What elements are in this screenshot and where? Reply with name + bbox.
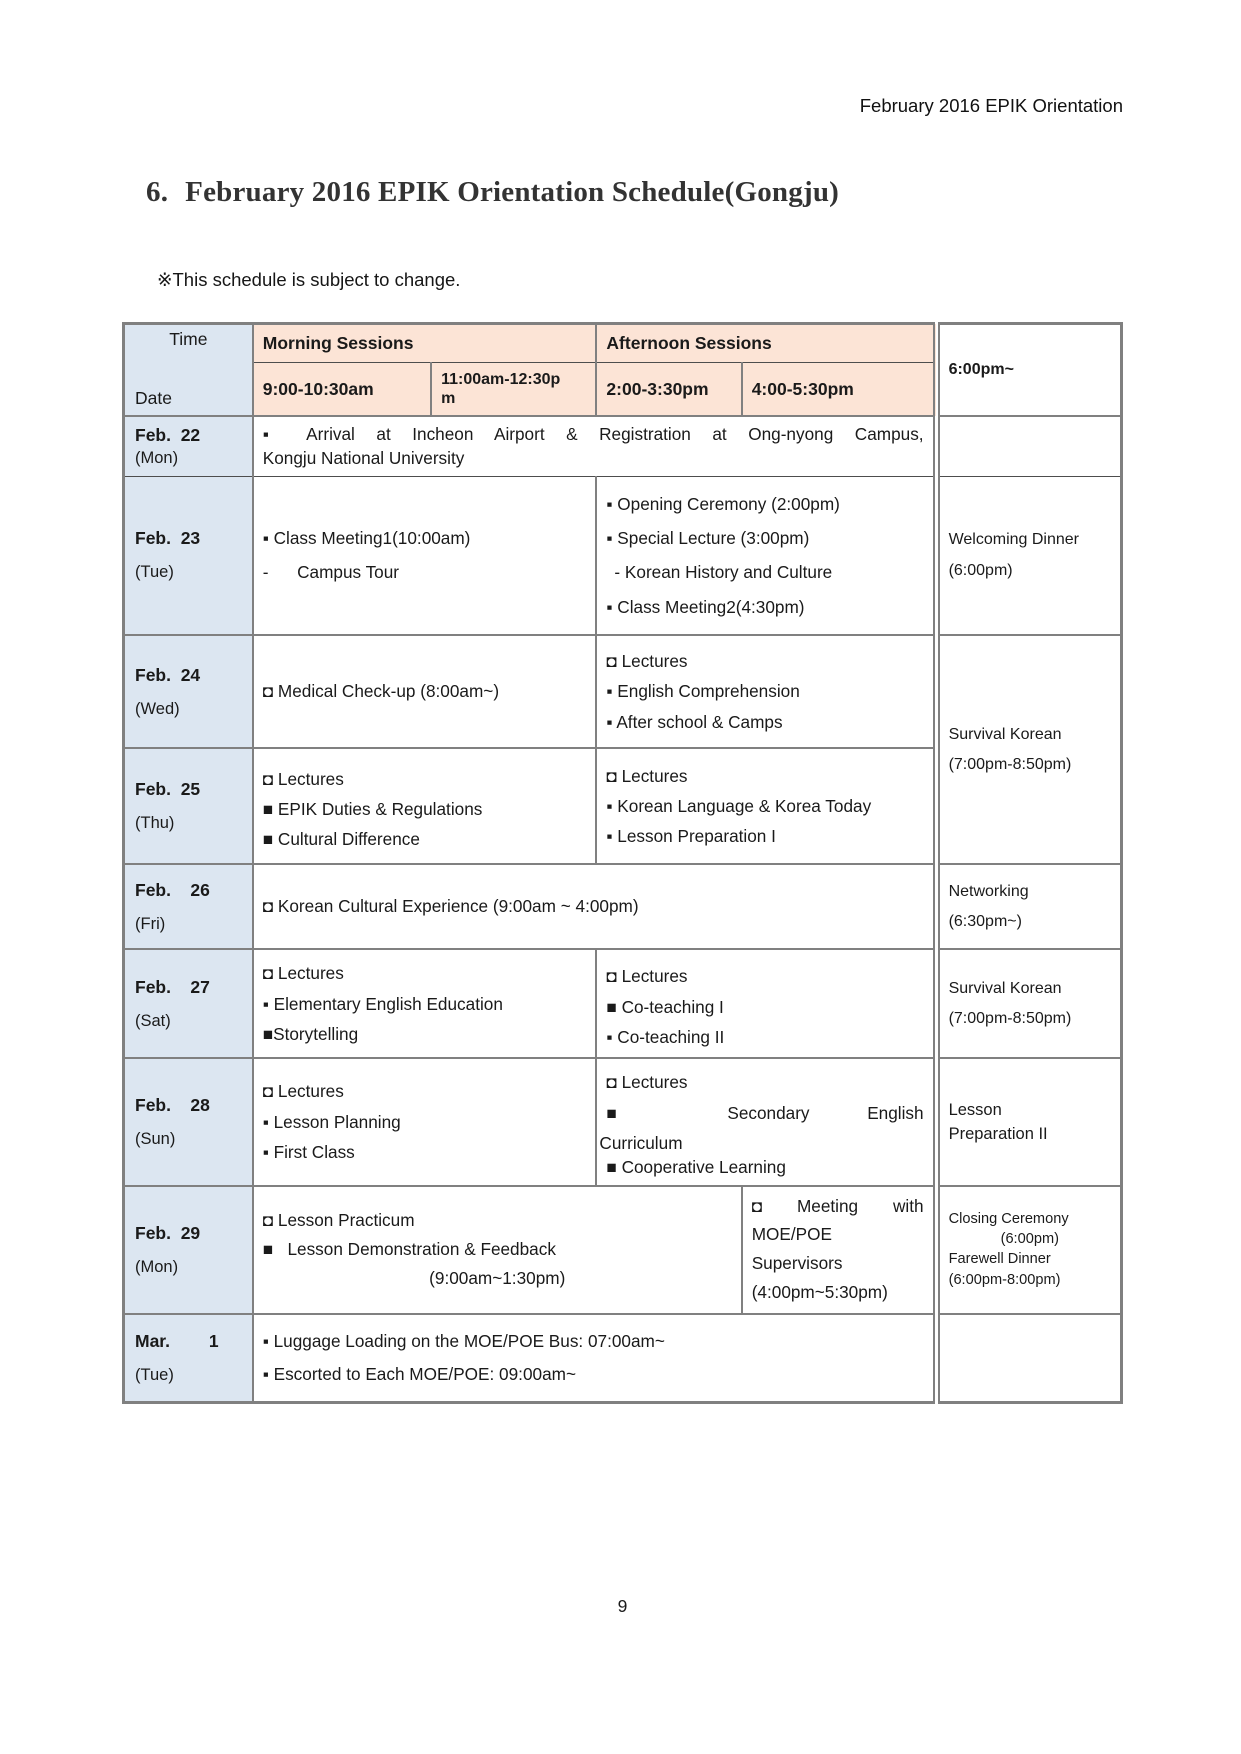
- schedule-cell: [253, 1314, 936, 1402]
- afternoon-cell: [596, 748, 936, 864]
- morning-cell: [253, 635, 597, 748]
- evening-item: (6:00pm): [1000, 1231, 1059, 1248]
- afternoon-cell: [596, 949, 936, 1058]
- date-label: Feb. 23: [135, 528, 201, 549]
- meeting-cell: [742, 1186, 936, 1314]
- page-title: [146, 176, 839, 209]
- schedule-item: ◘ Meeting with: [751, 1195, 924, 1216]
- schedule-item: ▪ Lesson Planning: [262, 1111, 401, 1132]
- schedule-item: ▪ Elementary English Education: [262, 993, 503, 1014]
- schedule-item: ▪ Korean Language & Korea Today: [606, 795, 872, 816]
- time-slot-header: 2:00-3:30pm: [596, 363, 741, 417]
- schedule-item: ◘ Medical Check-up (8:00am~): [262, 681, 500, 702]
- weekday-label: (Mon): [135, 448, 179, 467]
- weekday-label: (Tue): [135, 1365, 174, 1384]
- schedule-item: ▪ Class Meeting1(10:00am): [262, 528, 471, 549]
- schedule-item: ◘ Lectures: [262, 768, 344, 789]
- schedule-item: ■ Lesson Demonstration & Feedback: [262, 1238, 556, 1259]
- schedule-item: ▪ First Class: [262, 1142, 355, 1163]
- evening-item: Lesson: [948, 1100, 1002, 1119]
- table-row: [124, 1058, 1122, 1185]
- table-row: [124, 416, 1122, 476]
- schedule-item: Kongju National University: [262, 448, 465, 469]
- evening-header: 6:00pm~: [936, 324, 1121, 417]
- schedule-item: ■ Co-teaching I: [606, 996, 724, 1017]
- evening-item: Welcoming Dinner: [948, 531, 1079, 549]
- afternoon-cell: [596, 635, 936, 748]
- evening-item: Farewell Dinner: [948, 1251, 1051, 1268]
- date-cell: [124, 864, 253, 949]
- evening-cell: [936, 476, 1121, 635]
- schedule-item: ◘ Lectures: [606, 966, 688, 987]
- section-number: 6.: [146, 176, 169, 208]
- weekday-label: (Thu): [135, 814, 175, 833]
- evening-item: (6:30pm~): [948, 913, 1022, 931]
- schedule-item: ▪ Opening Ceremony (2:00pm): [606, 493, 840, 514]
- schedule-item: ◘ Lectures: [262, 1081, 344, 1102]
- evening-cell: [936, 635, 1121, 864]
- schedule-cell: [253, 864, 936, 949]
- evening-cell: [936, 1058, 1121, 1185]
- running-header: February 2016 EPIK Orientation: [859, 95, 1123, 116]
- schedule-item: ▪ Luggage Loading on the MOE/POE Bus: 07:00am~: [262, 1330, 665, 1351]
- date-label: Mar. 1: [135, 1330, 219, 1351]
- date-cell: [124, 1058, 253, 1185]
- date-cell: [124, 476, 253, 635]
- schedule-item: ▪ Co-teaching II: [606, 1026, 725, 1047]
- table-row: [124, 635, 1122, 748]
- schedule-item: Curriculum: [599, 1132, 683, 1153]
- schedule-item: ◘ Lectures: [606, 765, 688, 786]
- table-row: [124, 1186, 1122, 1314]
- schedule-item: ◘ Lesson Practicum: [262, 1210, 415, 1231]
- evening-item: (6:00pm-8:00pm): [948, 1271, 1061, 1288]
- schedule-item: ◘ Lectures: [606, 651, 688, 672]
- time-slot-label: 11:00am-12:30pm: [441, 370, 561, 407]
- date-label: Feb. 24: [135, 664, 201, 685]
- section-title-text: February 2016 EPIK Orientation Schedule(Gongju): [185, 176, 839, 208]
- evening-item: (7:00pm-8:50pm): [948, 1010, 1072, 1028]
- schedule-table: [122, 322, 1123, 1404]
- schedule-item: MOE/POE: [751, 1224, 832, 1245]
- evening-cell: [936, 1314, 1121, 1402]
- schedule-item: ■Storytelling: [262, 1023, 359, 1044]
- evening-item: Survival Korean: [948, 979, 1062, 997]
- table-row: [124, 949, 1122, 1058]
- schedule-item: ▪ English Comprehension: [606, 681, 800, 702]
- evening-item: (6:00pm): [948, 561, 1013, 579]
- schedule-item: (4:00pm~5:30pm): [751, 1282, 888, 1303]
- date-label: Feb. 26: [135, 879, 210, 900]
- date-label: Feb. 22: [135, 424, 201, 445]
- morning-sessions-header: Morning Sessions: [253, 324, 597, 363]
- date-label: Feb. 29: [135, 1222, 201, 1243]
- table-row: [124, 1314, 1122, 1402]
- date-label: Feb. 25: [135, 779, 201, 800]
- evening-item: (7:00pm-8:50pm): [948, 756, 1072, 774]
- date-cell: [124, 1186, 253, 1314]
- header-row-sessions: [124, 324, 1122, 363]
- schedule-item: ■ Cooperative Learning: [606, 1157, 786, 1178]
- schedule-item: ▪ Lesson Preparation I: [606, 826, 776, 847]
- schedule-item: ◘ Lectures: [262, 963, 344, 984]
- date-cell: [124, 416, 253, 476]
- weekday-label: (Mon): [135, 1257, 179, 1276]
- schedule-item: - Campus Tour: [262, 562, 400, 583]
- weekday-label: (Sat): [135, 1011, 171, 1030]
- time-slot-header: 4:00-5:30pm: [742, 363, 936, 417]
- morning-cell: [253, 476, 597, 635]
- schedule-item: ▪ Escorted to Each MOE/POE: 09:00am~: [262, 1364, 576, 1385]
- schedule-item: ▪ Class Meeting2(4:30pm): [606, 596, 805, 617]
- evening-item: Closing Ceremony: [948, 1210, 1069, 1227]
- corner-time-label: Time: [169, 329, 208, 349]
- date-cell: [124, 949, 253, 1058]
- schedule-item: Supervisors: [751, 1253, 843, 1274]
- schedule-item: ◘ Lectures: [606, 1072, 688, 1093]
- schedule-item: ■ Cultural Difference: [262, 829, 420, 850]
- morning-cell: [253, 1058, 597, 1185]
- evening-cell: [936, 864, 1121, 949]
- evening-item: Survival Korean: [948, 725, 1062, 743]
- afternoon-cell: [596, 476, 936, 635]
- schedule-item: ▪ Special Lecture (3:00pm): [606, 528, 810, 549]
- schedule-item: - Korean History and Culture: [614, 562, 833, 583]
- schedule-item: (9:00am~1:30pm): [429, 1267, 566, 1288]
- corner-wrap: [135, 329, 242, 409]
- evening-item: Preparation II: [948, 1124, 1048, 1143]
- table-row: [124, 864, 1122, 949]
- page-number: 9: [617, 1596, 628, 1616]
- practicum-cell: [253, 1186, 742, 1314]
- corner-time-date-cell: [124, 324, 253, 417]
- time-slot-header: 9:00-10:30am: [253, 363, 431, 417]
- schedule-item: ■ EPIK Duties & Regulations: [262, 798, 483, 819]
- weekday-label: (Wed): [135, 699, 180, 718]
- date-cell: [124, 635, 253, 748]
- time-slot-header: [431, 363, 596, 417]
- schedule-note: ※This schedule is subject to change.: [157, 269, 461, 290]
- evening-cell: [936, 416, 1121, 476]
- evening-item: Networking: [948, 882, 1029, 900]
- evening-cell: [936, 1186, 1121, 1314]
- morning-cell: [253, 949, 597, 1058]
- date-label: Feb. 27: [135, 976, 210, 997]
- schedule-item: ▪ After school & Camps: [606, 711, 783, 732]
- morning-cell: [253, 748, 597, 864]
- schedule-cell: [253, 416, 936, 476]
- schedule-item: ▪ Arrival at Incheon Airport & Registration at Ong-nyong Campus,: [262, 424, 924, 444]
- schedule-item: ■ Secondary English: [606, 1102, 924, 1123]
- evening-cell: [936, 949, 1121, 1058]
- afternoon-sessions-header: Afternoon Sessions: [596, 324, 936, 363]
- weekday-label: (Fri): [135, 914, 166, 933]
- corner-date-label: Date: [135, 388, 172, 408]
- date-label: Feb. 28: [135, 1094, 210, 1115]
- date-cell: [124, 748, 253, 864]
- schedule-item: ◘ Korean Cultural Experience (9:00am ~ 4:00pm): [262, 896, 639, 917]
- date-cell: [124, 1314, 253, 1402]
- table-row: [124, 476, 1122, 635]
- weekday-label: (Sun): [135, 1129, 176, 1148]
- afternoon-cell: [596, 1058, 936, 1185]
- weekday-label: (Tue): [135, 563, 174, 582]
